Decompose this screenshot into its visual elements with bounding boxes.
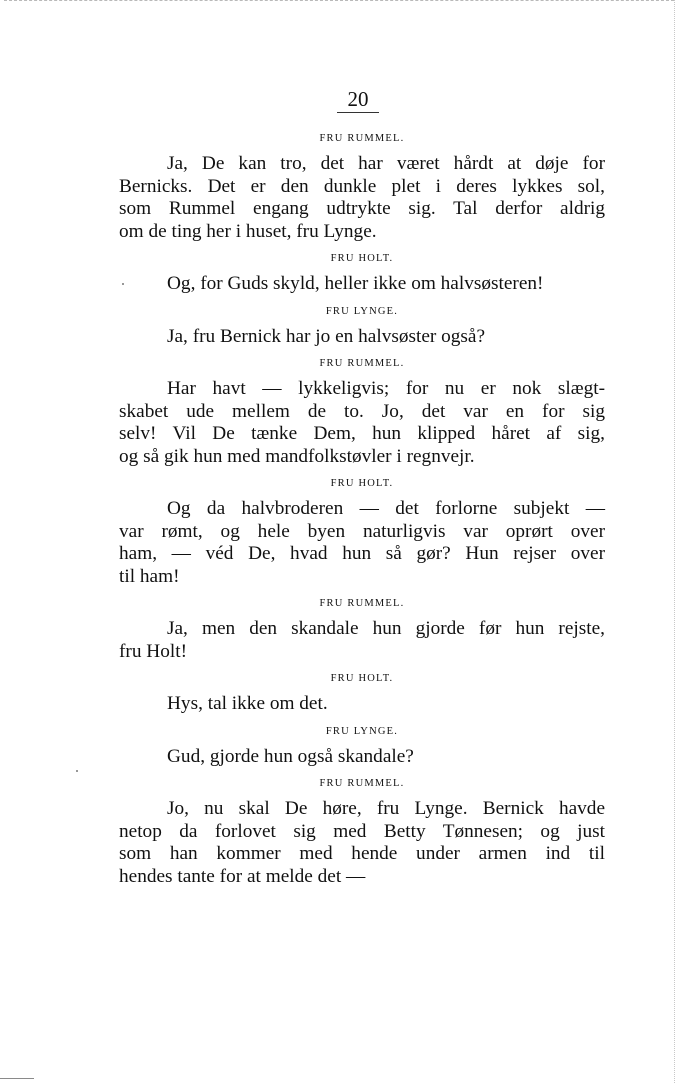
text-line: som Rummel engang udtrykte sig. Tal derfor aldrig bbox=[119, 198, 605, 219]
text-line: om de ting her i huset, fru Lynge. bbox=[119, 220, 377, 242]
text-line: hendes tante for at melde det — bbox=[119, 865, 366, 887]
dialogue-block bbox=[119, 725, 605, 769]
text-line: og så gik hun med mandfolkstøvler i regnvejr. bbox=[119, 445, 475, 467]
text-line: som han kommer med hende under armen ind til bbox=[119, 843, 605, 864]
dialogue-block bbox=[119, 597, 605, 663]
text-line: Ja, fru Bernick har jo en halvsøster også? bbox=[167, 325, 486, 347]
text-line: ham, — véd De, hvad hun så gør? Hun rejser over bbox=[119, 543, 605, 564]
text-line: Ja, De kan tro, det har været hårdt at døje for bbox=[167, 153, 605, 174]
dialogue-block bbox=[119, 672, 605, 716]
text-line: Bernicks. Det er den dunkle plet i deres lykkes sol, bbox=[119, 175, 605, 197]
text-line: Jo, nu skal De høre, fru Lynge. Bernick havde bbox=[167, 798, 605, 819]
text-line: skabet ude mellem de to. Jo, det var en for sig bbox=[119, 400, 605, 422]
speaker-label: FRU HOLT. bbox=[330, 253, 394, 264]
text-line: Og, for Guds skyld, heller ikke om halvsøsteren! bbox=[167, 273, 544, 294]
speaker-label: FRU RUMMEL. bbox=[319, 133, 405, 144]
speaker-label: FRU RUMMEL. bbox=[319, 358, 405, 369]
scan-speck bbox=[76, 770, 78, 772]
text-line: fru Holt! bbox=[119, 640, 188, 662]
scan-edge-bottom bbox=[0, 1078, 34, 1079]
dialogue-block bbox=[119, 477, 605, 588]
text-line: til ham! bbox=[119, 565, 180, 587]
text-line: Gud, gjorde hun også skandale? bbox=[167, 745, 414, 767]
speaker-label: FRU RUMMEL. bbox=[319, 598, 405, 609]
speaker-label: FRU LYNGE. bbox=[325, 725, 399, 737]
page-text bbox=[119, 130, 605, 897]
speaker-label: FRU RUMMEL. bbox=[319, 778, 405, 789]
text-line: Hys, tal ikke om det. bbox=[167, 693, 328, 714]
page-number: 20 bbox=[337, 88, 379, 113]
dialogue-block bbox=[119, 305, 605, 349]
text-line: Har havt — lykkeligvis; for nu er nok slægt- bbox=[167, 378, 605, 399]
speaker-label: FRU HOLT. bbox=[330, 673, 394, 684]
scan-edge-top bbox=[4, 0, 674, 1]
dialogue-block bbox=[119, 357, 605, 468]
text-line: selv! Vil De tænke Dem, hun klipped håret af sig, bbox=[119, 423, 605, 444]
dialogue-block bbox=[119, 777, 605, 888]
text-line: Og da halvbroderen — det forlorne subjekt — bbox=[167, 498, 605, 519]
text-line: netop da forlovet sig med Betty Tønnesen; og just bbox=[119, 820, 605, 842]
dialogue-block bbox=[119, 252, 605, 296]
scan-edge-right bbox=[674, 0, 675, 1083]
speaker-label: FRU HOLT. bbox=[330, 478, 394, 489]
dialogue-block bbox=[119, 132, 605, 243]
speaker-label: FRU LYNGE. bbox=[325, 305, 399, 317]
text-line: var rømt, og hele byen naturligvis var oprørt over bbox=[119, 520, 605, 542]
text-line: Ja, men den skandale hun gjorde før hun rejste, bbox=[167, 618, 605, 639]
